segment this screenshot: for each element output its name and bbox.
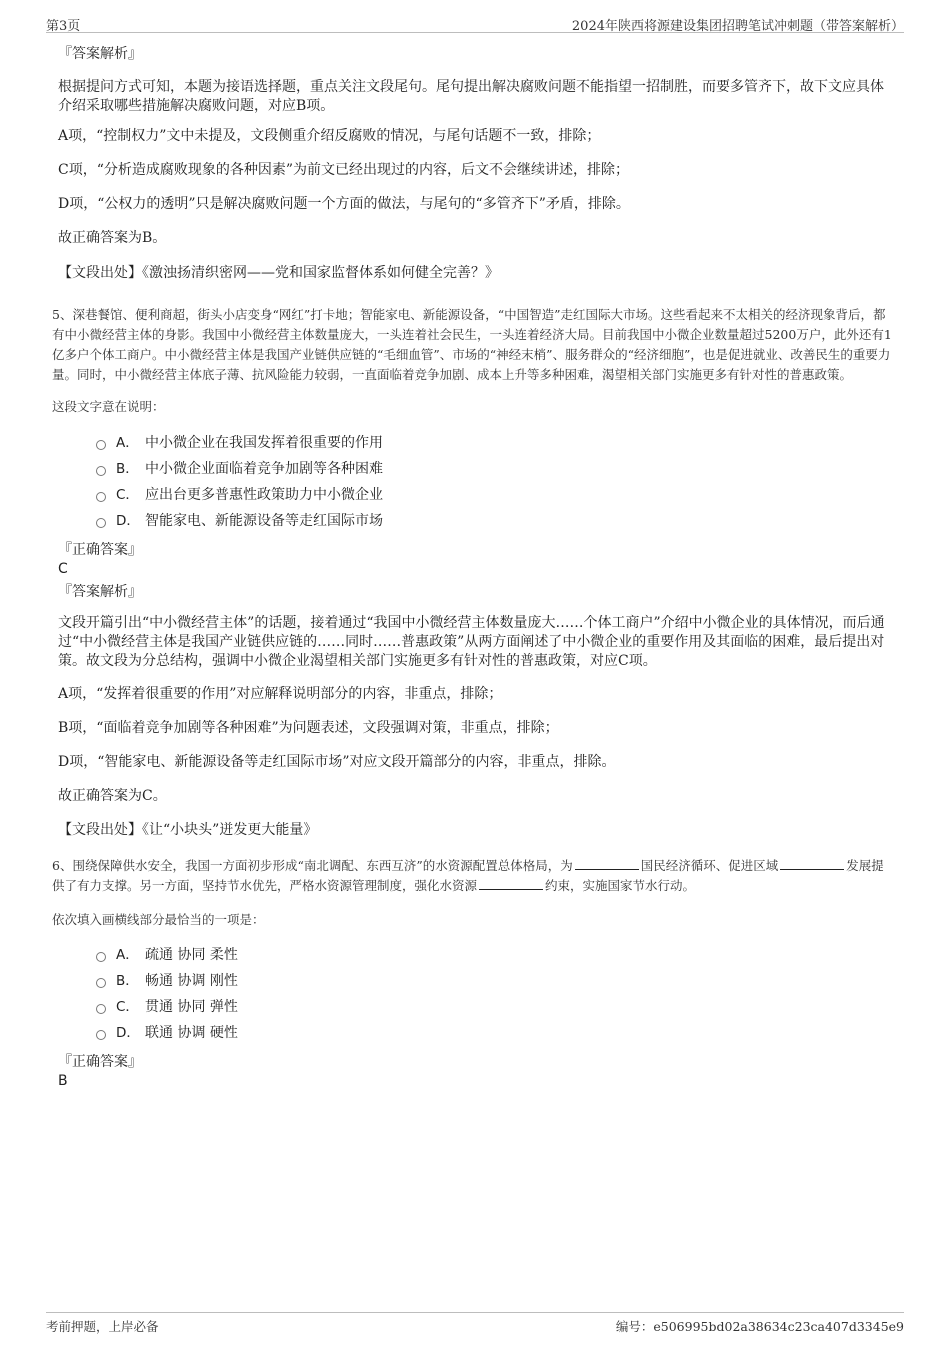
- option-letter: B．: [116, 461, 139, 477]
- radio-button[interactable]: [96, 518, 106, 528]
- analysis-item-a: A项，“发挥着很重要的作用”对应解释说明部分的内容，非重点，排除；: [58, 686, 503, 702]
- answer-label: 『正确答案』: [58, 542, 142, 558]
- radio-button[interactable]: [96, 492, 106, 502]
- option-text: 贯通 协同 弹性: [145, 999, 238, 1015]
- option-letter: D．: [116, 513, 140, 529]
- option-d[interactable]: [96, 508, 894, 534]
- passage-source: 【文段出处】《激浊扬清织密网——党和国家监督体系如何健全完善？》: [58, 265, 499, 281]
- document-code: 编号：e506995bd02a38634c23ca407d3345e9: [615, 1319, 904, 1334]
- correct-answer: C: [58, 561, 68, 577]
- radio-button[interactable]: [96, 440, 106, 450]
- analysis-block-4: [52, 44, 894, 283]
- answer-label: 『正确答案』: [58, 1054, 142, 1070]
- option-letter: A．: [116, 947, 139, 963]
- question-6: [52, 856, 894, 1090]
- analysis-item-a: A项，“控制权力”文中未提及，文段侧重介绍反腐败的情况，与尾句话题不一致，排除；: [58, 128, 601, 144]
- analysis-intro: 根据提问方式可知，本题为接语选择题，重点关注文段尾句。尾句提出解决腐败问题不能指望一招制胜，而要多管齐下，故下文应具体介绍采取哪些措施解决腐败问题，对应B项。: [58, 79, 884, 114]
- option-text: 中小微企业面临着竞争加剧等各种困难: [145, 461, 383, 477]
- fill-blank: [575, 857, 639, 870]
- option-c[interactable]: [96, 994, 894, 1020]
- stem-part: 约束，实施国家节水行动。: [545, 878, 696, 893]
- radio-button[interactable]: [96, 1004, 106, 1014]
- radio-button[interactable]: [96, 466, 106, 476]
- stem-part: 国民经济循环、促进区域: [640, 858, 779, 873]
- question-stem: [52, 856, 894, 896]
- option-letter: A．: [116, 435, 139, 451]
- option-letter: D．: [116, 1025, 140, 1041]
- option-text: 疏通 协同 柔性: [145, 947, 238, 963]
- question-prompt: 这段文字意在说明：: [52, 399, 165, 414]
- option-text: 应出台更多普惠性政策助力中小微企业: [145, 487, 383, 503]
- page-number: 第3页: [46, 19, 81, 34]
- analysis-item-b: B项，“面临着竞争加剧等各种困难”为问题表述，文段强调对策，非重点，排除；: [58, 720, 559, 736]
- option-list: [52, 430, 894, 534]
- analysis-conclusion: 故正确答案为C。: [58, 788, 167, 804]
- radio-button[interactable]: [96, 1030, 106, 1040]
- option-text: 智能家电、新能源设备等走红国际市场: [145, 513, 383, 529]
- page-content: [52, 44, 894, 1090]
- footer-slogan: 考前押题，上岸必备: [46, 1319, 159, 1334]
- option-letter: C．: [116, 999, 139, 1015]
- analysis-label: 『答案解析』: [58, 584, 142, 600]
- option-text: 畅通 协调 刚性: [145, 973, 238, 989]
- radio-button[interactable]: [96, 952, 106, 962]
- option-d[interactable]: [96, 1020, 894, 1046]
- page-header: [46, 12, 904, 33]
- option-letter: B．: [116, 973, 139, 989]
- passage-source: 【文段出处】《让“小块头”迸发更大能量》: [58, 822, 318, 838]
- document-title: 2024年陕西将源建设集团招聘笔试冲刺题（带答案解析）: [571, 19, 904, 34]
- option-c[interactable]: [96, 482, 894, 508]
- option-b[interactable]: [96, 968, 894, 994]
- analysis-text: 文段开篇引出“中小微经营主体”的话题，接着通过“我国中小微经营主体数量庞大……个体工商户”介绍中小微企业的具体情况，而后通过“中小微经营主体是我国产业链供应链的……同时……普惠政策”从两方面阐述了中小微企业的重要作用及其面临的困难，最后提出对策。故文段为分总结构，强调中小微企业渴望相关部门实施更多有针对性的普惠政策，对应C项。: [58, 615, 885, 669]
- analysis-item-d: D项，“公权力的透明”只是解决腐败问题一个方面的做法，与尾句的“多管齐下”矛盾，排除。: [58, 196, 630, 212]
- fill-blank: [780, 857, 844, 870]
- stem-part: 6、围绕保障供水安全，我国一方面初步形成“南北调配、东西互济”的水资源配置总体格局，为: [52, 858, 573, 873]
- question-stem: 5、深巷餐馆、便利商超，街头小店变身“网红”打卡地；智能家电、新能源设备，“中国智造”走红国际大市场。这些看起来不太相关的经济现象背后，都有中小微经营主体的身影。我国中小微经营主体数量庞大，一头连着社会民生，一头连着经济大局。目前我国中小微企业数量超过5200万户，此外还有1亿多户个体工商户。中小微经营主体是我国产业链供应链的“毛细血管”、市场的“神经末梢”、服务群众的“经济细胞”，也是促进就业、改善民生的重要力量。同时，中小微经营主体底子薄、抗风险能力较弱，一直面临着竞争加剧、成本上升等多种困难，渴望相关部门实施更多有针对性的普惠政策。: [52, 307, 892, 382]
- question-prompt: 依次填入画横线部分最恰当的一项是：: [52, 912, 265, 927]
- option-text: 中小微企业在我国发挥着很重要的作用: [145, 435, 383, 451]
- analysis-conclusion: 故正确答案为B。: [58, 230, 167, 246]
- option-b[interactable]: [96, 456, 894, 482]
- correct-answer: B: [58, 1073, 68, 1089]
- analysis-label: 『答案解析』: [58, 46, 142, 62]
- option-list: [52, 942, 894, 1046]
- radio-button[interactable]: [96, 978, 106, 988]
- analysis-item-c: C项，“分析造成腐败现象的各种因素”为前文已经出现过的内容，后文不会继续讲述，排除；: [58, 162, 630, 178]
- stem-part: 发展提供了有力支撑。另一方面，坚持节水优先，严格水资源管理制度，强化水资源: [52, 858, 884, 893]
- option-a[interactable]: [96, 430, 894, 456]
- question-5: [52, 305, 894, 840]
- option-text: 联通 协调 硬性: [145, 1025, 238, 1041]
- page-footer: [46, 1312, 904, 1337]
- fill-blank: [479, 877, 543, 890]
- option-a[interactable]: [96, 942, 894, 968]
- option-letter: C．: [116, 487, 139, 503]
- analysis-item-d: D项，“智能家电、新能源设备等走红国际市场”对应文段开篇部分的内容，非重点，排除。: [58, 754, 616, 770]
